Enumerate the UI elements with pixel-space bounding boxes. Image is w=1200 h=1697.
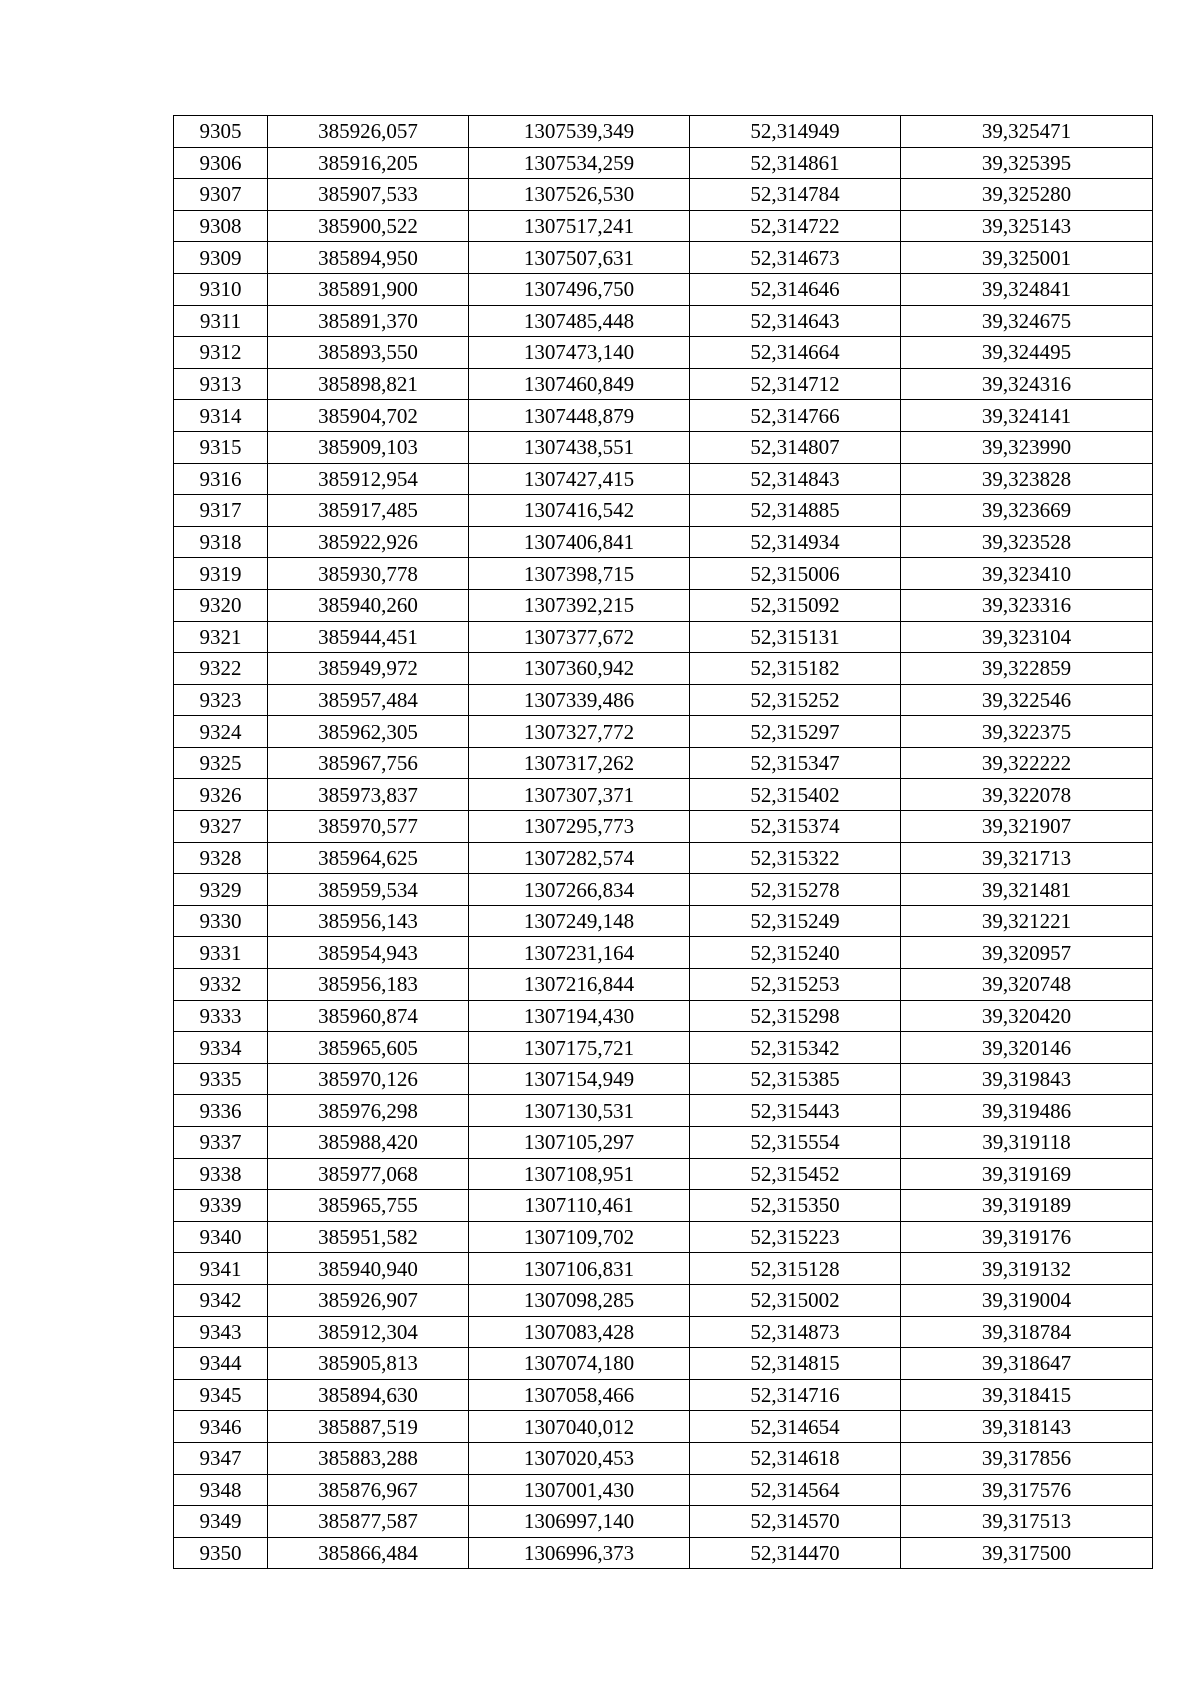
x-coordinate-cell: 385970,126 (268, 1063, 469, 1095)
longitude-cell: 39,320957 (901, 937, 1153, 969)
table-row (174, 242, 1153, 274)
longitude-cell: 39,318143 (901, 1411, 1153, 1443)
longitude-cell: 39,324675 (901, 305, 1153, 337)
table-row (174, 1316, 1153, 1348)
table-row (174, 1348, 1153, 1380)
point-number-cell: 9310 (174, 273, 268, 305)
y-coordinate-cell: 1307496,750 (469, 273, 690, 305)
latitude-cell: 52,314643 (690, 305, 901, 337)
longitude-cell: 39,320748 (901, 969, 1153, 1001)
latitude-cell: 52,315452 (690, 1158, 901, 1190)
longitude-cell: 39,319132 (901, 1253, 1153, 1285)
point-number-cell: 9340 (174, 1221, 268, 1253)
latitude-cell: 52,315240 (690, 937, 901, 969)
table-row (174, 305, 1153, 337)
point-number-cell: 9324 (174, 716, 268, 748)
latitude-cell: 52,314815 (690, 1348, 901, 1380)
longitude-cell: 39,324495 (901, 337, 1153, 369)
longitude-cell: 39,323410 (901, 558, 1153, 590)
x-coordinate-cell: 385917,485 (268, 495, 469, 527)
table-row (174, 526, 1153, 558)
table-row (174, 116, 1153, 148)
table-row (174, 1095, 1153, 1127)
x-coordinate-cell: 385944,451 (268, 621, 469, 653)
latitude-cell: 52,314618 (690, 1442, 901, 1474)
latitude-cell: 52,314766 (690, 400, 901, 432)
y-coordinate-cell: 1307360,942 (469, 653, 690, 685)
point-number-cell: 9312 (174, 337, 268, 369)
longitude-cell: 39,321481 (901, 874, 1153, 906)
y-coordinate-cell: 1307249,148 (469, 905, 690, 937)
x-coordinate-cell: 385965,605 (268, 1032, 469, 1064)
point-number-cell: 9308 (174, 210, 268, 242)
table-row (174, 558, 1153, 590)
table-row (174, 273, 1153, 305)
table-row (174, 1442, 1153, 1474)
table-row (174, 1506, 1153, 1538)
table-row (174, 1284, 1153, 1316)
y-coordinate-cell: 1307098,285 (469, 1284, 690, 1316)
longitude-cell: 39,318415 (901, 1379, 1153, 1411)
x-coordinate-cell: 385951,582 (268, 1221, 469, 1253)
longitude-cell: 39,323316 (901, 589, 1153, 621)
longitude-cell: 39,323104 (901, 621, 1153, 653)
y-coordinate-cell: 1307058,466 (469, 1379, 690, 1411)
x-coordinate-cell: 385940,260 (268, 589, 469, 621)
x-coordinate-cell: 385967,756 (268, 747, 469, 779)
point-number-cell: 9317 (174, 495, 268, 527)
y-coordinate-cell: 1306997,140 (469, 1506, 690, 1538)
latitude-cell: 52,315350 (690, 1190, 901, 1222)
longitude-cell: 39,319843 (901, 1063, 1153, 1095)
point-number-cell: 9347 (174, 1442, 268, 1474)
latitude-cell: 52,314784 (690, 179, 901, 211)
latitude-cell: 52,314934 (690, 526, 901, 558)
y-coordinate-cell: 1307392,215 (469, 589, 690, 621)
point-number-cell: 9336 (174, 1095, 268, 1127)
point-number-cell: 9337 (174, 1127, 268, 1159)
latitude-cell: 52,315554 (690, 1127, 901, 1159)
x-coordinate-cell: 385905,813 (268, 1348, 469, 1380)
x-coordinate-cell: 385912,304 (268, 1316, 469, 1348)
latitude-cell: 52,314470 (690, 1537, 901, 1569)
latitude-cell: 52,314885 (690, 495, 901, 527)
x-coordinate-cell: 385866,484 (268, 1537, 469, 1569)
latitude-cell: 52,314570 (690, 1506, 901, 1538)
longitude-cell: 39,325143 (901, 210, 1153, 242)
longitude-cell: 39,325280 (901, 179, 1153, 211)
latitude-cell: 52,314949 (690, 116, 901, 148)
y-coordinate-cell: 1307517,241 (469, 210, 690, 242)
x-coordinate-cell: 385940,940 (268, 1253, 469, 1285)
y-coordinate-cell: 1307108,951 (469, 1158, 690, 1190)
latitude-cell: 52,315402 (690, 779, 901, 811)
point-number-cell: 9311 (174, 305, 268, 337)
table-row (174, 1221, 1153, 1253)
point-number-cell: 9314 (174, 400, 268, 432)
latitude-cell: 52,314646 (690, 273, 901, 305)
latitude-cell: 52,315249 (690, 905, 901, 937)
point-number-cell: 9331 (174, 937, 268, 969)
table-row (174, 495, 1153, 527)
latitude-cell: 52,315342 (690, 1032, 901, 1064)
point-number-cell: 9350 (174, 1537, 268, 1569)
longitude-cell: 39,323669 (901, 495, 1153, 527)
latitude-cell: 52,315092 (690, 589, 901, 621)
y-coordinate-cell: 1307406,841 (469, 526, 690, 558)
latitude-cell: 52,315253 (690, 969, 901, 1001)
latitude-cell: 52,314722 (690, 210, 901, 242)
point-number-cell: 9344 (174, 1348, 268, 1380)
y-coordinate-cell: 1307427,415 (469, 463, 690, 495)
longitude-cell: 39,319189 (901, 1190, 1153, 1222)
table-row (174, 653, 1153, 685)
y-coordinate-cell: 1307110,461 (469, 1190, 690, 1222)
point-number-cell: 9332 (174, 969, 268, 1001)
y-coordinate-cell: 1307040,012 (469, 1411, 690, 1443)
table-row (174, 874, 1153, 906)
table-row (174, 1000, 1153, 1032)
x-coordinate-cell: 385988,420 (268, 1127, 469, 1159)
point-number-cell: 9343 (174, 1316, 268, 1348)
table-row (174, 716, 1153, 748)
y-coordinate-cell: 1307460,849 (469, 368, 690, 400)
y-coordinate-cell: 1307130,531 (469, 1095, 690, 1127)
point-number-cell: 9306 (174, 147, 268, 179)
longitude-cell: 39,318784 (901, 1316, 1153, 1348)
x-coordinate-cell: 385887,519 (268, 1411, 469, 1443)
point-number-cell: 9326 (174, 779, 268, 811)
latitude-cell: 52,315278 (690, 874, 901, 906)
x-coordinate-cell: 385894,950 (268, 242, 469, 274)
latitude-cell: 52,315443 (690, 1095, 901, 1127)
x-coordinate-cell: 385907,533 (268, 179, 469, 211)
y-coordinate-cell: 1307507,631 (469, 242, 690, 274)
latitude-cell: 52,314807 (690, 431, 901, 463)
table-row (174, 1127, 1153, 1159)
latitude-cell: 52,314654 (690, 1411, 901, 1443)
table-row (174, 589, 1153, 621)
latitude-cell: 52,315252 (690, 684, 901, 716)
point-number-cell: 9341 (174, 1253, 268, 1285)
longitude-cell: 39,319118 (901, 1127, 1153, 1159)
x-coordinate-cell: 385957,484 (268, 684, 469, 716)
longitude-cell: 39,320420 (901, 1000, 1153, 1032)
y-coordinate-cell: 1307001,430 (469, 1474, 690, 1506)
point-number-cell: 9315 (174, 431, 268, 463)
x-coordinate-cell: 385964,625 (268, 842, 469, 874)
longitude-cell: 39,324316 (901, 368, 1153, 400)
y-coordinate-cell: 1307539,349 (469, 116, 690, 148)
longitude-cell: 39,322546 (901, 684, 1153, 716)
longitude-cell: 39,319004 (901, 1284, 1153, 1316)
longitude-cell: 39,321221 (901, 905, 1153, 937)
point-number-cell: 9349 (174, 1506, 268, 1538)
table-row (174, 1190, 1153, 1222)
y-coordinate-cell: 1307473,140 (469, 337, 690, 369)
point-number-cell: 9313 (174, 368, 268, 400)
x-coordinate-cell: 385976,298 (268, 1095, 469, 1127)
y-coordinate-cell: 1307175,721 (469, 1032, 690, 1064)
table-row (174, 1379, 1153, 1411)
table-row (174, 210, 1153, 242)
latitude-cell: 52,314873 (690, 1316, 901, 1348)
y-coordinate-cell: 1307438,551 (469, 431, 690, 463)
point-number-cell: 9334 (174, 1032, 268, 1064)
longitude-cell: 39,322859 (901, 653, 1153, 685)
table-row (174, 1253, 1153, 1285)
point-number-cell: 9348 (174, 1474, 268, 1506)
x-coordinate-cell: 385962,305 (268, 716, 469, 748)
table-row (174, 811, 1153, 843)
latitude-cell: 52,315297 (690, 716, 901, 748)
latitude-cell: 52,315128 (690, 1253, 901, 1285)
longitude-cell: 39,322375 (901, 716, 1153, 748)
y-coordinate-cell: 1307377,672 (469, 621, 690, 653)
latitude-cell: 52,314712 (690, 368, 901, 400)
x-coordinate-cell: 385973,837 (268, 779, 469, 811)
table-row (174, 400, 1153, 432)
y-coordinate-cell: 1306996,373 (469, 1537, 690, 1569)
x-coordinate-cell: 385904,702 (268, 400, 469, 432)
longitude-cell: 39,318647 (901, 1348, 1153, 1380)
latitude-cell: 52,315131 (690, 621, 901, 653)
table-row (174, 179, 1153, 211)
point-number-cell: 9321 (174, 621, 268, 653)
y-coordinate-cell: 1307083,428 (469, 1316, 690, 1348)
table-row (174, 747, 1153, 779)
point-number-cell: 9327 (174, 811, 268, 843)
coordinates-table-body (174, 116, 1153, 1569)
longitude-cell: 39,319176 (901, 1221, 1153, 1253)
x-coordinate-cell: 385960,874 (268, 1000, 469, 1032)
table-row (174, 1158, 1153, 1190)
table-row (174, 937, 1153, 969)
longitude-cell: 39,324841 (901, 273, 1153, 305)
longitude-cell: 39,317856 (901, 1442, 1153, 1474)
latitude-cell: 52,314843 (690, 463, 901, 495)
x-coordinate-cell: 385922,926 (268, 526, 469, 558)
longitude-cell: 39,323528 (901, 526, 1153, 558)
latitude-cell: 52,314664 (690, 337, 901, 369)
y-coordinate-cell: 1307282,574 (469, 842, 690, 874)
x-coordinate-cell: 385916,205 (268, 147, 469, 179)
table-row (174, 368, 1153, 400)
y-coordinate-cell: 1307448,879 (469, 400, 690, 432)
longitude-cell: 39,321907 (901, 811, 1153, 843)
longitude-cell: 39,319486 (901, 1095, 1153, 1127)
x-coordinate-cell: 385876,967 (268, 1474, 469, 1506)
x-coordinate-cell: 385891,370 (268, 305, 469, 337)
point-number-cell: 9307 (174, 179, 268, 211)
point-number-cell: 9329 (174, 874, 268, 906)
x-coordinate-cell: 385926,907 (268, 1284, 469, 1316)
point-number-cell: 9346 (174, 1411, 268, 1443)
point-number-cell: 9330 (174, 905, 268, 937)
latitude-cell: 52,315322 (690, 842, 901, 874)
table-row (174, 842, 1153, 874)
x-coordinate-cell: 385959,534 (268, 874, 469, 906)
table-row (174, 1063, 1153, 1095)
table-row (174, 337, 1153, 369)
x-coordinate-cell: 385926,057 (268, 116, 469, 148)
x-coordinate-cell: 385877,587 (268, 1506, 469, 1538)
point-number-cell: 9338 (174, 1158, 268, 1190)
point-number-cell: 9322 (174, 653, 268, 685)
y-coordinate-cell: 1307398,715 (469, 558, 690, 590)
point-number-cell: 9323 (174, 684, 268, 716)
longitude-cell: 39,322078 (901, 779, 1153, 811)
y-coordinate-cell: 1307327,772 (469, 716, 690, 748)
longitude-cell: 39,317513 (901, 1506, 1153, 1538)
y-coordinate-cell: 1307105,297 (469, 1127, 690, 1159)
latitude-cell: 52,314564 (690, 1474, 901, 1506)
point-number-cell: 9345 (174, 1379, 268, 1411)
y-coordinate-cell: 1307339,486 (469, 684, 690, 716)
point-number-cell: 9316 (174, 463, 268, 495)
table-row (174, 621, 1153, 653)
table-row (174, 1411, 1153, 1443)
latitude-cell: 52,314861 (690, 147, 901, 179)
point-number-cell: 9318 (174, 526, 268, 558)
point-number-cell: 9325 (174, 747, 268, 779)
latitude-cell: 52,315385 (690, 1063, 901, 1095)
latitude-cell: 52,315002 (690, 1284, 901, 1316)
point-number-cell: 9305 (174, 116, 268, 148)
coordinates-table (173, 115, 1153, 1569)
y-coordinate-cell: 1307109,702 (469, 1221, 690, 1253)
longitude-cell: 39,319169 (901, 1158, 1153, 1190)
latitude-cell: 52,315223 (690, 1221, 901, 1253)
latitude-cell: 52,315374 (690, 811, 901, 843)
y-coordinate-cell: 1307317,262 (469, 747, 690, 779)
y-coordinate-cell: 1307266,834 (469, 874, 690, 906)
longitude-cell: 39,322222 (901, 747, 1153, 779)
y-coordinate-cell: 1307231,164 (469, 937, 690, 969)
y-coordinate-cell: 1307416,542 (469, 495, 690, 527)
table-row (174, 1537, 1153, 1569)
x-coordinate-cell: 385883,288 (268, 1442, 469, 1474)
x-coordinate-cell: 385949,972 (268, 653, 469, 685)
y-coordinate-cell: 1307295,773 (469, 811, 690, 843)
point-number-cell: 9328 (174, 842, 268, 874)
table-row (174, 147, 1153, 179)
longitude-cell: 39,323828 (901, 463, 1153, 495)
table-row (174, 684, 1153, 716)
y-coordinate-cell: 1307534,259 (469, 147, 690, 179)
x-coordinate-cell: 385965,755 (268, 1190, 469, 1222)
longitude-cell: 39,317500 (901, 1537, 1153, 1569)
table-row (174, 1032, 1153, 1064)
y-coordinate-cell: 1307526,530 (469, 179, 690, 211)
latitude-cell: 52,315182 (690, 653, 901, 685)
x-coordinate-cell: 385956,143 (268, 905, 469, 937)
table-row (174, 905, 1153, 937)
latitude-cell: 52,315347 (690, 747, 901, 779)
y-coordinate-cell: 1307074,180 (469, 1348, 690, 1380)
y-coordinate-cell: 1307020,453 (469, 1442, 690, 1474)
table-row (174, 431, 1153, 463)
longitude-cell: 39,325395 (901, 147, 1153, 179)
latitude-cell: 52,314673 (690, 242, 901, 274)
point-number-cell: 9335 (174, 1063, 268, 1095)
y-coordinate-cell: 1307485,448 (469, 305, 690, 337)
x-coordinate-cell: 385970,577 (268, 811, 469, 843)
y-coordinate-cell: 1307216,844 (469, 969, 690, 1001)
x-coordinate-cell: 385977,068 (268, 1158, 469, 1190)
point-number-cell: 9320 (174, 589, 268, 621)
table-row (174, 779, 1153, 811)
x-coordinate-cell: 385930,778 (268, 558, 469, 590)
latitude-cell: 52,315298 (690, 1000, 901, 1032)
x-coordinate-cell: 385954,943 (268, 937, 469, 969)
x-coordinate-cell: 385894,630 (268, 1379, 469, 1411)
x-coordinate-cell: 385909,103 (268, 431, 469, 463)
point-number-cell: 9319 (174, 558, 268, 590)
point-number-cell: 9339 (174, 1190, 268, 1222)
x-coordinate-cell: 385956,183 (268, 969, 469, 1001)
table-row (174, 1474, 1153, 1506)
x-coordinate-cell: 385912,954 (268, 463, 469, 495)
latitude-cell: 52,315006 (690, 558, 901, 590)
longitude-cell: 39,325471 (901, 116, 1153, 148)
longitude-cell: 39,320146 (901, 1032, 1153, 1064)
latitude-cell: 52,314716 (690, 1379, 901, 1411)
y-coordinate-cell: 1307106,831 (469, 1253, 690, 1285)
y-coordinate-cell: 1307194,430 (469, 1000, 690, 1032)
y-coordinate-cell: 1307154,949 (469, 1063, 690, 1095)
x-coordinate-cell: 385898,821 (268, 368, 469, 400)
longitude-cell: 39,321713 (901, 842, 1153, 874)
point-number-cell: 9342 (174, 1284, 268, 1316)
table-row (174, 969, 1153, 1001)
y-coordinate-cell: 1307307,371 (469, 779, 690, 811)
x-coordinate-cell: 385893,550 (268, 337, 469, 369)
x-coordinate-cell: 385900,522 (268, 210, 469, 242)
point-number-cell: 9333 (174, 1000, 268, 1032)
longitude-cell: 39,317576 (901, 1474, 1153, 1506)
longitude-cell: 39,324141 (901, 400, 1153, 432)
longitude-cell: 39,323990 (901, 431, 1153, 463)
table-row (174, 463, 1153, 495)
point-number-cell: 9309 (174, 242, 268, 274)
x-coordinate-cell: 385891,900 (268, 273, 469, 305)
longitude-cell: 39,325001 (901, 242, 1153, 274)
